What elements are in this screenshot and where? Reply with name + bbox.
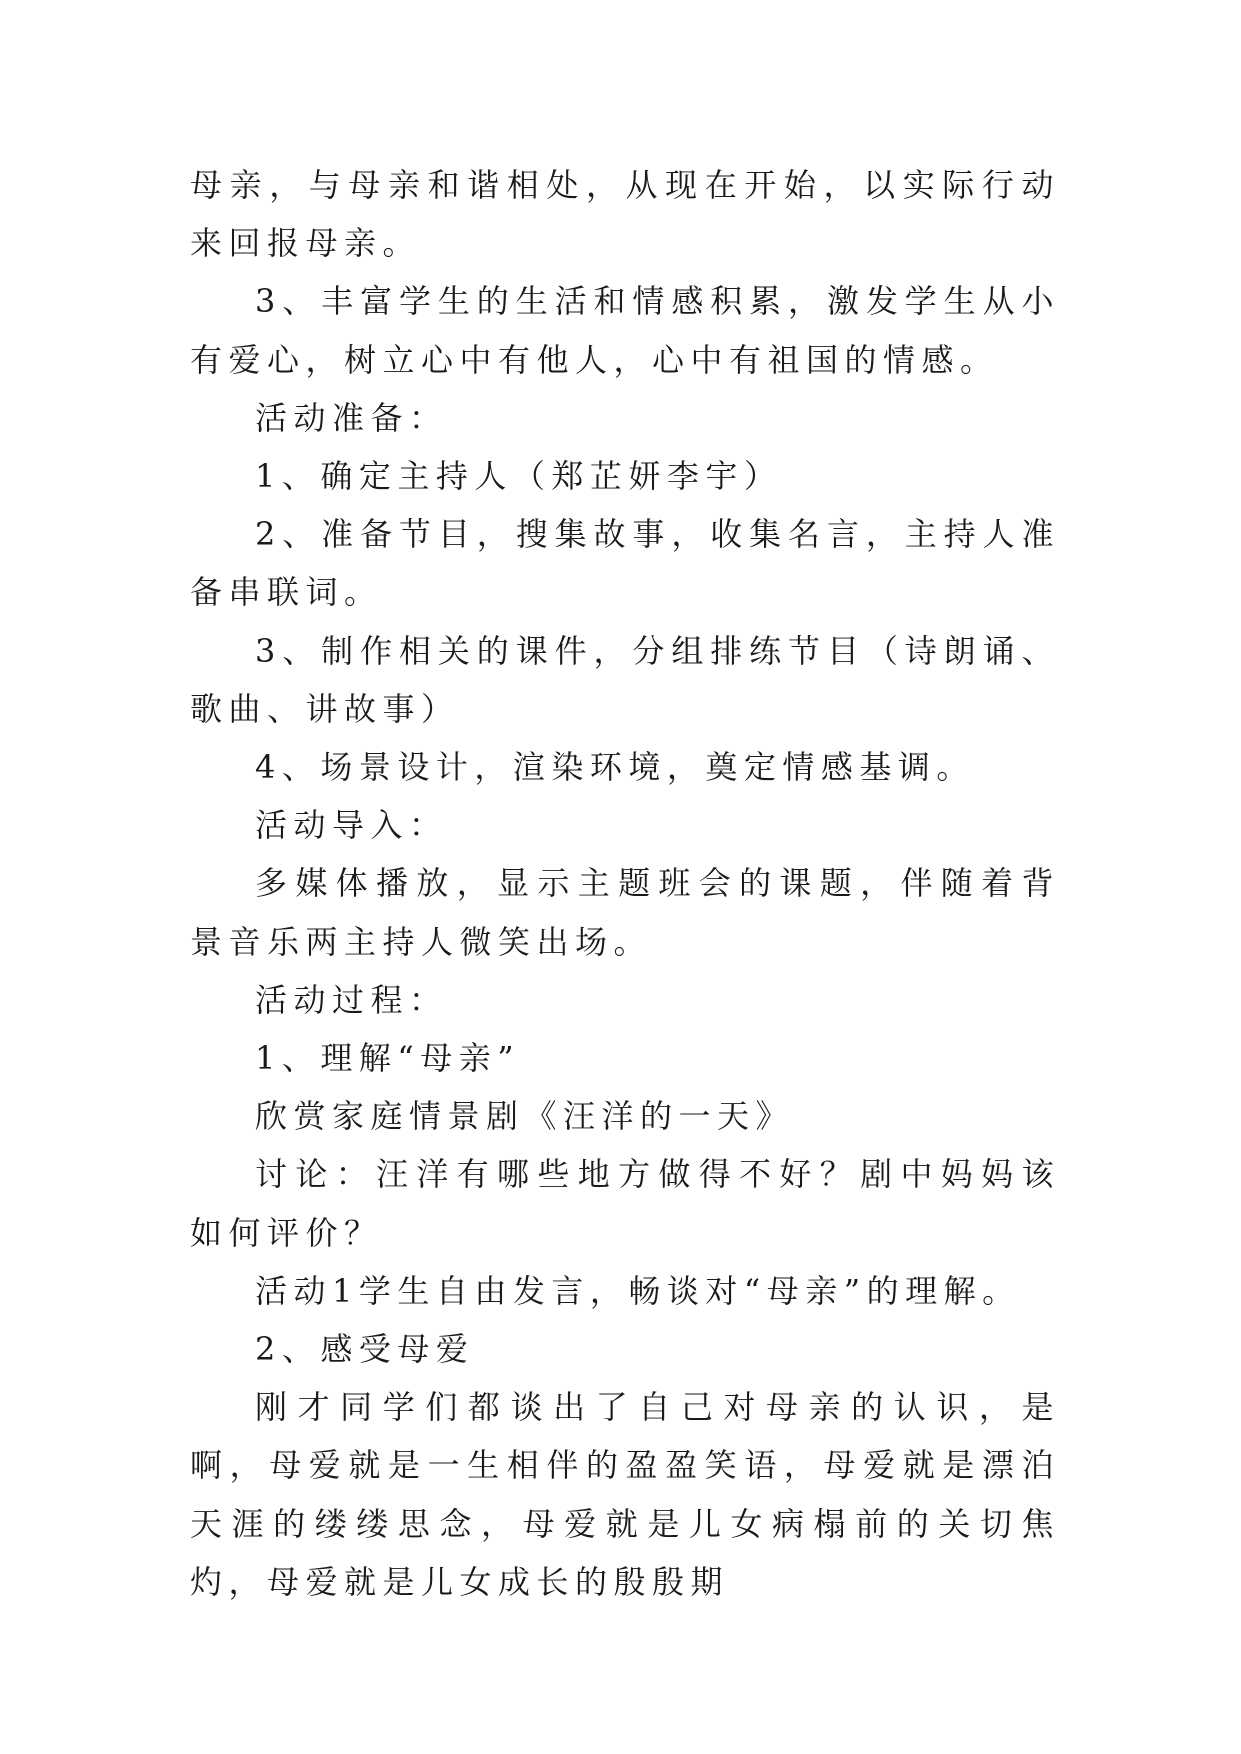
paragraph-15: 2、感受母爱 bbox=[255, 1330, 475, 1369]
paragraph-1: 母亲，与母亲和谐相处，从现在开始，以实际行动来回报母亲。 bbox=[190, 166, 1060, 263]
paragraph-11: 1、理解“母亲” bbox=[255, 1039, 521, 1078]
paragraph-2: 3、丰富学生的生活和情感积累，激发学生从小有爱心，树立心中有他人，心中有祖国的情感。 bbox=[190, 282, 1060, 379]
paragraph-6: 3、制作相关的课件，分组排练节目（诗朗诵、歌曲、讲故事） bbox=[190, 631, 1060, 728]
paragraph-16: 刚才同学们都谈出了自己对母亲的认识，是啊，母爱就是一生相伴的盈盈笑语，母爱就是漂泊天涯的缕缕思念，母爱就是儿女病榻前的关切焦灼，母爱就是儿女成长的殷殷期 bbox=[190, 1388, 1060, 1601]
paragraph-8: 活动导入： bbox=[255, 806, 448, 845]
paragraph-10: 活动过程： bbox=[255, 980, 448, 1019]
paragraph-3: 活动准备： bbox=[255, 398, 448, 437]
paragraph-9: 多媒体播放，显示主题班会的课题，伴随着背景音乐两主持人微笑出场。 bbox=[190, 864, 1060, 961]
paragraph-13: 讨论：汪洋有哪些地方做得不好？剧中妈妈该如何评价？ bbox=[190, 1155, 1060, 1252]
paragraph-12: 欣赏家庭情景剧《汪洋的一天》 bbox=[255, 1097, 795, 1136]
paragraph-14: 活动1学生自由发言，畅谈对“母亲”的理解。 bbox=[255, 1271, 1021, 1310]
document-body bbox=[190, 156, 1060, 1611]
paragraph-5: 2、准备节目，搜集故事，收集名言，主持人准备串联词。 bbox=[190, 515, 1060, 612]
paragraph-4: 1、确定主持人（郑芷妍李宇） bbox=[255, 457, 783, 496]
paragraph-7: 4、场景设计，渲染环境，奠定情感基调。 bbox=[255, 748, 975, 787]
